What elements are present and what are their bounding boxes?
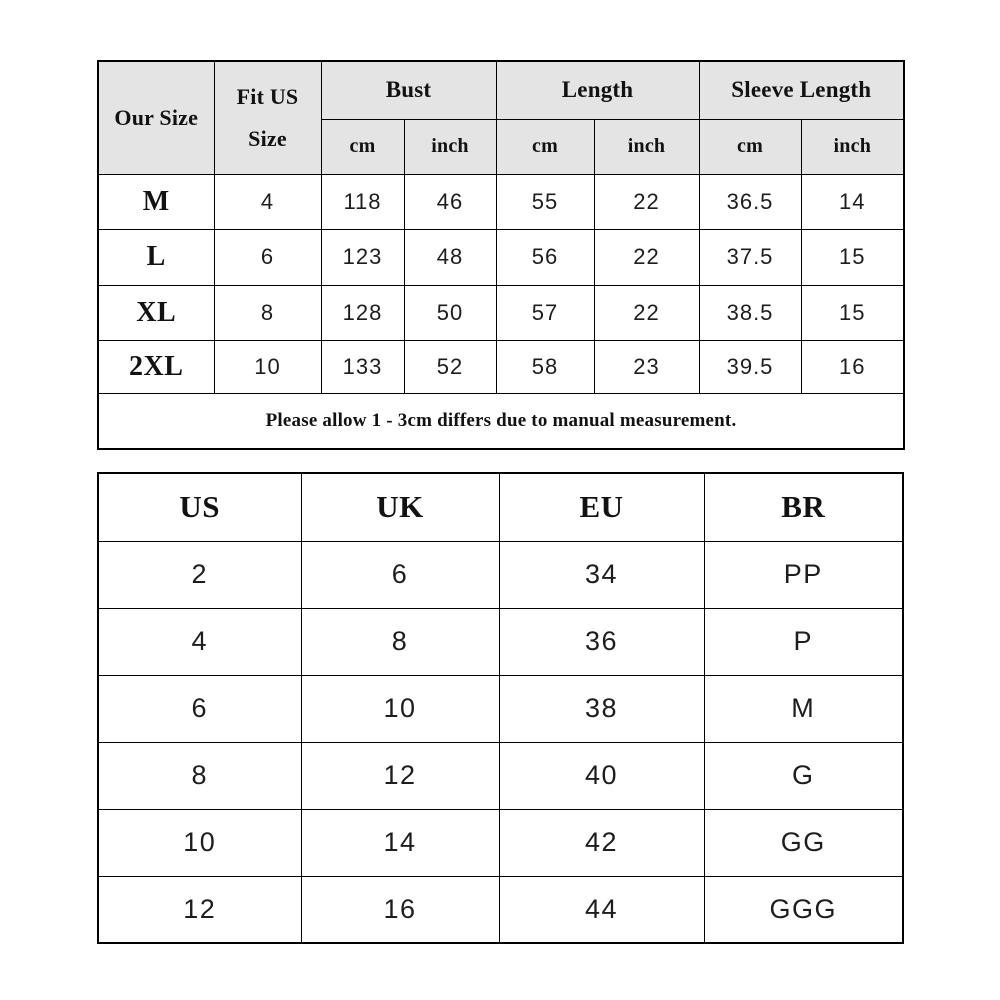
uk-value: 6 xyxy=(301,541,499,608)
eu-value: 36 xyxy=(499,608,704,675)
header-bust-inch: inch xyxy=(404,119,496,174)
eu-value: 42 xyxy=(499,809,704,876)
header-length: Length xyxy=(496,61,699,119)
measurement-row-l xyxy=(98,229,904,285)
measurement-table xyxy=(97,60,905,450)
us-value: 10 xyxy=(98,809,301,876)
header-sleeve-length: Sleeve Length xyxy=(699,61,904,119)
header-length-inch: inch xyxy=(594,119,699,174)
bust-cm-value: 118 xyxy=(321,174,404,229)
size-label: M xyxy=(98,174,214,229)
length-cm-value: 57 xyxy=(496,285,594,340)
uk-value: 10 xyxy=(301,675,499,742)
measurement-note-row xyxy=(98,393,904,449)
bust-inch-value: 50 xyxy=(404,285,496,340)
header-br: BR xyxy=(704,473,903,541)
conversion-row xyxy=(98,608,903,675)
uk-value: 8 xyxy=(301,608,499,675)
us-value: 12 xyxy=(98,876,301,943)
bust-cm-value: 133 xyxy=(321,340,404,393)
conversion-row xyxy=(98,742,903,809)
conversion-row xyxy=(98,876,903,943)
header-fit-us-line2: Size xyxy=(248,125,287,151)
measurement-header-row-groups xyxy=(98,61,904,119)
measurement-row-2xl xyxy=(98,340,904,393)
measurement-note: Please allow 1 - 3cm differs due to manual measurement. xyxy=(98,393,904,449)
fit-us-value: 6 xyxy=(214,229,321,285)
header-us: US xyxy=(98,473,301,541)
br-value: M xyxy=(704,675,903,742)
uk-value: 14 xyxy=(301,809,499,876)
length-cm-value: 56 xyxy=(496,229,594,285)
bust-cm-value: 123 xyxy=(321,229,404,285)
fit-us-value: 8 xyxy=(214,285,321,340)
sleeve-inch-value: 14 xyxy=(801,174,904,229)
size-label: L xyxy=(98,229,214,285)
br-value: PP xyxy=(704,541,903,608)
header-fit-us-line1: Fit US xyxy=(236,83,299,109)
length-cm-value: 55 xyxy=(496,174,594,229)
fit-us-value: 10 xyxy=(214,340,321,393)
br-value: GG xyxy=(704,809,903,876)
length-cm-value: 58 xyxy=(496,340,594,393)
br-value: P xyxy=(704,608,903,675)
br-value: GGG xyxy=(704,876,903,943)
length-inch-value: 22 xyxy=(594,229,699,285)
conversion-row xyxy=(98,809,903,876)
bust-inch-value: 52 xyxy=(404,340,496,393)
us-value: 8 xyxy=(98,742,301,809)
length-inch-value: 23 xyxy=(594,340,699,393)
conversion-header-row xyxy=(98,473,903,541)
bust-inch-value: 46 xyxy=(404,174,496,229)
us-value: 2 xyxy=(98,541,301,608)
conversion-table xyxy=(97,472,904,944)
length-inch-value: 22 xyxy=(594,285,699,340)
sleeve-inch-value: 15 xyxy=(801,285,904,340)
header-length-cm: cm xyxy=(496,119,594,174)
sleeve-inch-value: 15 xyxy=(801,229,904,285)
eu-value: 40 xyxy=(499,742,704,809)
sleeve-cm-value: 36.5 xyxy=(699,174,801,229)
header-our-size: Our Size xyxy=(98,61,214,174)
eu-value: 44 xyxy=(499,876,704,943)
uk-value: 12 xyxy=(301,742,499,809)
size-label: XL xyxy=(98,285,214,340)
header-bust: Bust xyxy=(321,61,496,119)
sleeve-inch-value: 16 xyxy=(801,340,904,393)
header-fit-us-size xyxy=(214,61,321,174)
bust-cm-value: 128 xyxy=(321,285,404,340)
header-sleeve-inch: inch xyxy=(801,119,904,174)
eu-value: 38 xyxy=(499,675,704,742)
size-label: 2XL xyxy=(98,340,214,393)
bust-inch-value: 48 xyxy=(404,229,496,285)
sleeve-cm-value: 37.5 xyxy=(699,229,801,285)
header-uk: UK xyxy=(301,473,499,541)
fit-us-value: 4 xyxy=(214,174,321,229)
conversion-row xyxy=(98,675,903,742)
measurement-row-xl xyxy=(98,285,904,340)
sleeve-cm-value: 39.5 xyxy=(699,340,801,393)
uk-value: 16 xyxy=(301,876,499,943)
header-bust-cm: cm xyxy=(321,119,404,174)
header-eu: EU xyxy=(499,473,704,541)
conversion-row xyxy=(98,541,903,608)
br-value: G xyxy=(704,742,903,809)
length-inch-value: 22 xyxy=(594,174,699,229)
header-sleeve-cm: cm xyxy=(699,119,801,174)
measurement-row-m xyxy=(98,174,904,229)
eu-value: 34 xyxy=(499,541,704,608)
sleeve-cm-value: 38.5 xyxy=(699,285,801,340)
us-value: 6 xyxy=(98,675,301,742)
us-value: 4 xyxy=(98,608,301,675)
